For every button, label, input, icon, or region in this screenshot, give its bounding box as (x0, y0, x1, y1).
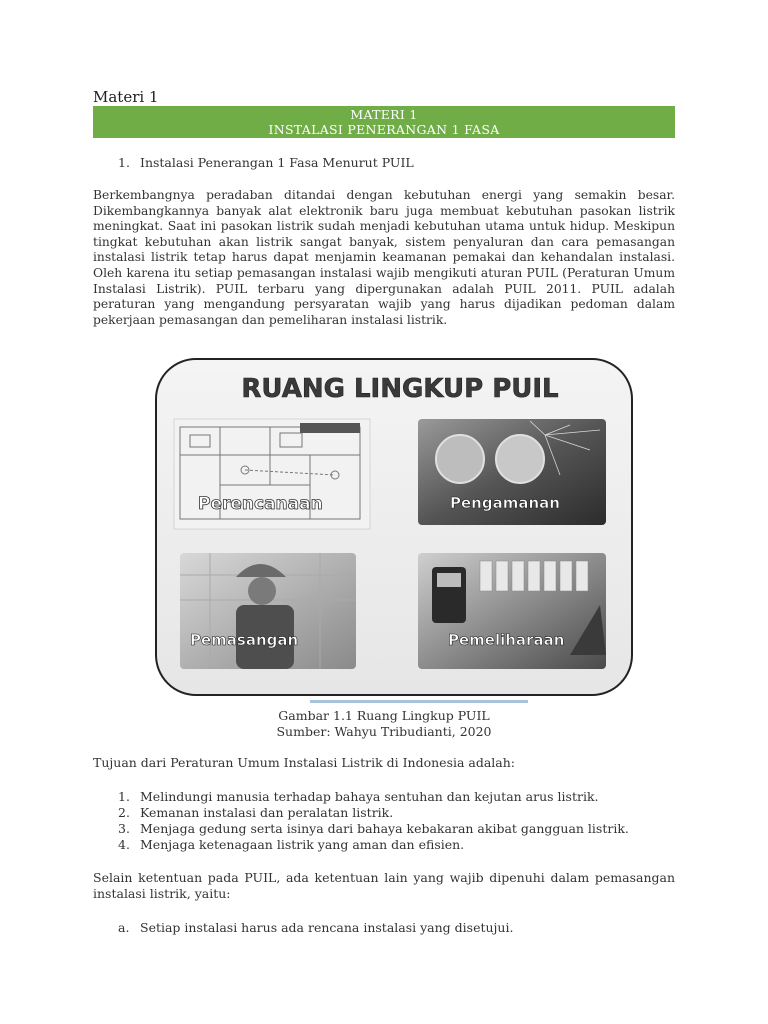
list-item (118, 837, 629, 853)
other-rules-intro: Selain ketentuan pada PUIL, ada ketentuan lain yang wajib dipenuhi dalam pemasangan instalasi listrik, yaitu: (93, 870, 675, 901)
caption-title: Gambar 1.1 Ruang Lingkup PUIL (278, 708, 490, 723)
list-number: 2. (118, 805, 130, 820)
section-title: Instalasi Penerangan 1 Fasa Menurut PUIL (140, 155, 414, 170)
list-item (118, 805, 629, 821)
section-number: 1. (118, 155, 130, 170)
list-number: 3. (118, 821, 130, 836)
panel-pengamanan (418, 419, 606, 525)
figure-title: RUANG LINGKUP PUIL (241, 374, 559, 404)
list-number: 1. (118, 789, 130, 804)
list-number: 4. (118, 837, 130, 852)
goals-list (118, 789, 629, 853)
list-text: Menjaga ketenagaan listrik yang aman dan efisien. (140, 837, 465, 852)
list-letter: a. (118, 920, 130, 935)
banner-title: MATERI 1 (350, 107, 418, 122)
panel-pemeliharaan (418, 553, 606, 669)
panel-pemasangan (180, 553, 356, 669)
figure-accent-line (310, 700, 528, 703)
section-heading (118, 155, 414, 170)
panel-label-pemeliharaan: Pemeliharaan (448, 631, 565, 649)
document-label: Materi 1 (93, 88, 159, 106)
list-item (118, 789, 629, 805)
intro-paragraph: Berkembangnya peradaban ditandai dengan kebutuhan energi yang semakin besar. Dikembangkannya banyak alat elektronik baru juga membuat kebutuhan pasokan listrik meningkat. Saat ini pasokan listrik sudah menjadi kebutuhan utama untuk hidup. Meskipun tingkat kebutuhan akan listrik sangat banyak, sistem penyaluran dan cara pemasangan instalasi listrik tetap harus dapat menjamin keamanan pemakai dan kehandalan instalasi. Oleh karena itu setiap pemasangan instalasi wajib mengikuti aturan PUIL (Peraturan Umum Instalasi Listrik). PUIL terbaru yang dipergunakan adalah PUIL 2011. PUIL adalah peraturan yang mengandung persyaratan wajib yang harus dijadikan pedoman dalam pekerjaan pemasangan dan pemeliharan instalasi listrik. (93, 188, 675, 327)
panel-perencanaan (174, 419, 370, 529)
panel-label-pengamanan: Pengamanan (450, 494, 560, 512)
figure-ruang-lingkup (150, 355, 640, 705)
figure-caption (193, 708, 575, 740)
list-item (118, 821, 629, 837)
list-text: Setiap instalasi harus ada rencana instalasi yang disetujui. (140, 920, 514, 935)
goals-intro: Tujuan dari Peraturan Umum Instalasi Listrik di Indonesia adalah: (93, 755, 516, 770)
other-rules-item (118, 920, 513, 935)
panel-label-pemasangan: Pemasangan (190, 631, 299, 649)
list-text: Melindungi manusia terhadap bahaya sentuhan dan kejutan arus listrik. (140, 789, 599, 804)
list-text: Kemanan instalasi dan peralatan listrik. (140, 805, 394, 820)
banner-subtitle: INSTALASI PENERANGAN 1 FASA (268, 122, 500, 137)
title-banner (93, 106, 675, 138)
caption-source: Sumber: Wahyu Tribudianti, 2020 (276, 724, 492, 739)
list-text: Menjaga gedung serta isinya dari bahaya kebakaran akibat gangguan listrik. (140, 821, 629, 836)
panel-label-perencanaan: Perencanaan (198, 494, 323, 514)
